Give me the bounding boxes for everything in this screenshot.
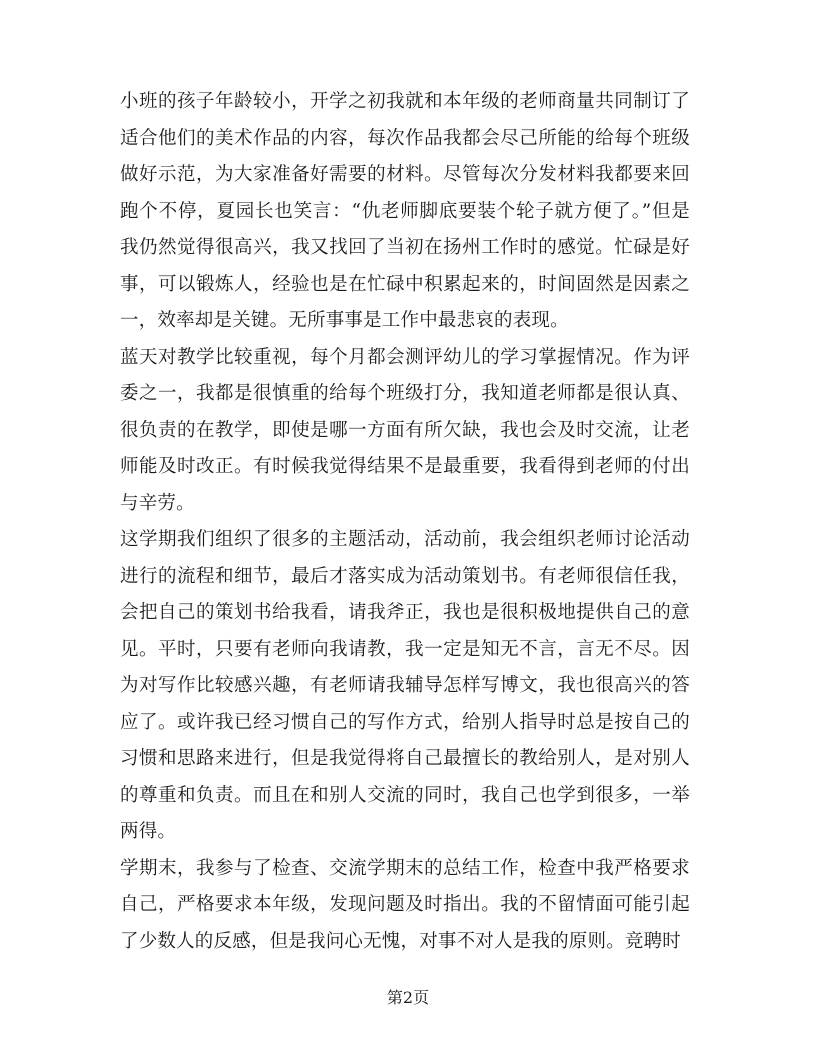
paragraph-2: 蓝天对教学比较重视，每个月都会测评幼儿的学习掌握情况。作为评委之一，我都是很慎重的给每个班级打分，我知道老师都是很认真、很负责的在教学，即使是哪一方面有所欠缺，我也会及时交流，让老师能及时改正。有时候我觉得结果不是最重要，我看得到老师的付出与辛劳。 (120, 346, 690, 514)
document-body (120, 84, 690, 960)
page-number: 第2页 (386, 988, 430, 1007)
paragraph-3: 这学期我们组织了很多的主题活动，活动前，我会组织老师讨论活动进行的流程和细节，最后才落实成为活动策划书。有老师很信任我，会把自己的策划书给我看，请我斧正，我也是很积极地提供自己的意见。平时，只要有老师向我请教，我一定是知无不言，言无不尽。因为对写作比较感兴趣，有老师请我辅导怎样写博文，我也很高兴的答应了。或许我已经习惯自己的写作方式，给别人指导时总是按自己的习惯和思路来进行，但是我觉得将自己最擅长的教给别人，是对别人的尊重和负责。而且在和别人交流的同时，我自己也学到很多，一举两得。 (120, 529, 690, 842)
paragraph-1: 小班的孩子年龄较小，开学之初我就和本年级的老师商量共同制订了适合他们的美术作品的内容，每次作品我都会尽己所能的给每个班级做好示范，为大家准备好需要的材料。尽管每次分发材料我都要来回跑个不停，夏园长也笑言：“仇老师脚底要装个轮子就方便了。”但是我仍然觉得很高兴，我又找回了当初在扬州工作时的感觉。忙碌是好事，可以锻炼人，经验也是在忙碌中积累起来的，时间固然是因素之一，效率却是关键。无所事事是工作中最悲哀的表现。 (120, 91, 690, 331)
paragraph-4: 学期末，我参与了检查、交流学期末的总结工作，检查中我严格要求自己，严格要求本年级，发现问题及时指出。我的不留情面可能引起了少数人的反感，但是我问心无愧，对事不对人是我的原则。竞聘时 (120, 857, 690, 952)
